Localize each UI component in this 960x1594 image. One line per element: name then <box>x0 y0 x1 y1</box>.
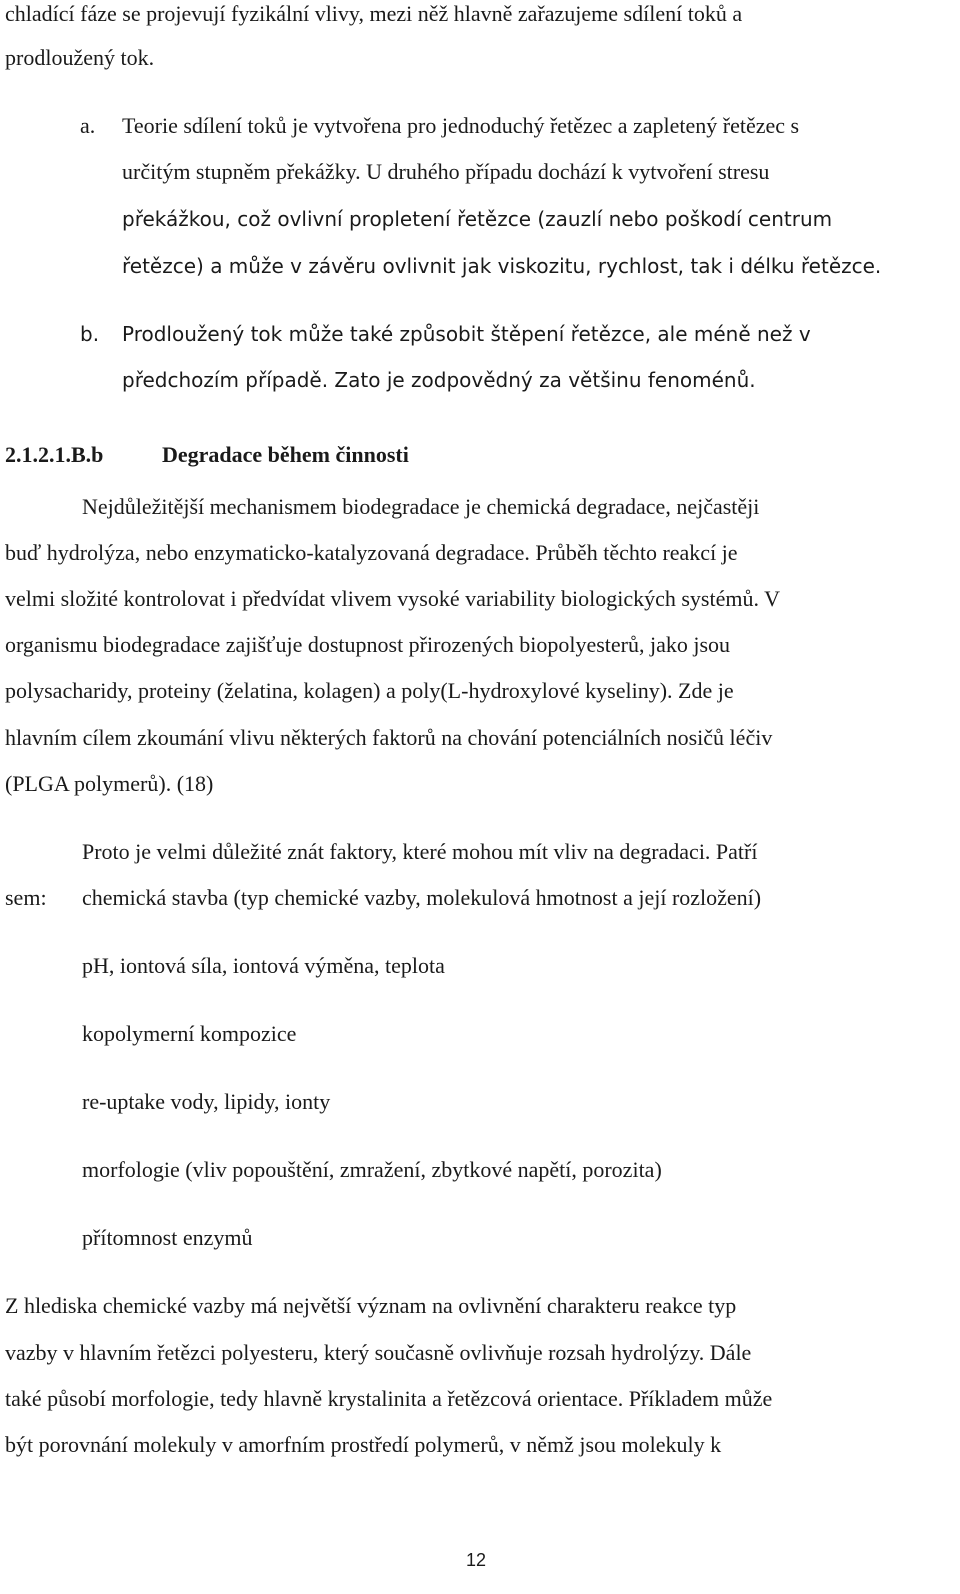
list-marker-b: b. <box>80 322 100 346</box>
factor-item: morfologie (vliv popouštění, zmražení, zbytkové napětí, porozita) <box>82 1157 662 1182</box>
paragraph-line: organismu biodegradace zajišťuje dostupnost přirozených biopolyesterů, jako jsou <box>5 632 731 657</box>
list-item-line: překážkou, což ovlivní propletení řetězce (zauzlí nebo poškodí centrum <box>122 207 833 231</box>
factors-label: sem: <box>5 885 47 910</box>
paragraph-line: být porovnání molekuly v amorfním prostředí polymerů, v němž jsou molekuly k <box>5 1432 722 1457</box>
factor-item: kopolymerní kompozice <box>82 1021 297 1046</box>
paragraph-line: (PLGA polymerů). (18) <box>5 771 214 796</box>
paragraph-line: Z hlediska chemické vazby má největší význam na ovlivnění charakteru reakce typ <box>5 1293 737 1318</box>
list-item-line: Prodloužený tok může také způsobit štěpení řetězce, ale méně než v <box>122 322 811 346</box>
list-item-line: určitým stupněm překážky. U druhého případu dochází k vytvoření stresu <box>122 159 770 184</box>
paragraph-line: buď hydrolýza, nebo enzymaticko-katalyzovaná degradace. Průběh těchto reakcí je <box>5 540 738 565</box>
list-marker-a: a. <box>80 113 96 138</box>
factor-item: přítomnost enzymů <box>82 1225 253 1250</box>
section-number: 2.1.2.1.B.b <box>5 442 104 467</box>
paragraph-line: Nejdůležitější mechanismem biodegradace je chemická degradace, nejčastěji <box>82 494 760 519</box>
intro-line: chladící fáze se projevují fyzikální vlivy, mezi něž hlavně zařazujeme sdílení toků a <box>5 1 743 26</box>
section-title: Degradace během činnosti <box>162 442 409 467</box>
intro-line: prodloužený tok. <box>5 45 155 70</box>
paragraph-line: hlavním cílem zkoumání vlivu některých faktorů na chování potenciálních nosičů léčiv <box>5 725 773 750</box>
list-item-line: řetězce) a může v závěru ovlivnit jak viskozitu, rychlost, tak i délku řetězce. <box>122 254 882 278</box>
factor-item: pH, iontová síla, iontová výměna, teplota <box>82 953 445 978</box>
page-number: 12 <box>466 1550 487 1570</box>
paragraph-line: vazby v hlavním řetězci polyesteru, který současně ovlivňuje rozsah hydrolýzy. Dále <box>5 1340 752 1365</box>
paragraph-line: velmi složité kontrolovat i předvídat vlivem vysoké variability biologických systémů. V <box>5 586 780 611</box>
list-item-line: předchozím případě. Zato je zodpovědný za většinu fenoménů. <box>122 368 756 392</box>
factors-intro: Proto je velmi důležité znát faktory, které mohou mít vliv na degradaci. Patří <box>82 839 758 864</box>
paragraph-line: polysacharidy, proteiny (želatina, kolagen) a poly(L-hydroxylové kyseliny). Zde je <box>5 678 734 703</box>
list-item-line: Teorie sdílení toků je vytvořena pro jednoduchý řetězec a zapletený řetězec s <box>122 113 800 138</box>
factor-item: re-uptake vody, lipidy, ionty <box>82 1089 331 1114</box>
factor-item: chemická stavba (typ chemické vazby, molekulová hmotnost a její rozložení) <box>82 885 762 910</box>
paragraph-line: také působí morfologie, tedy hlavně krystalinita a řetězcová orientace. Příkladem může <box>5 1386 773 1411</box>
